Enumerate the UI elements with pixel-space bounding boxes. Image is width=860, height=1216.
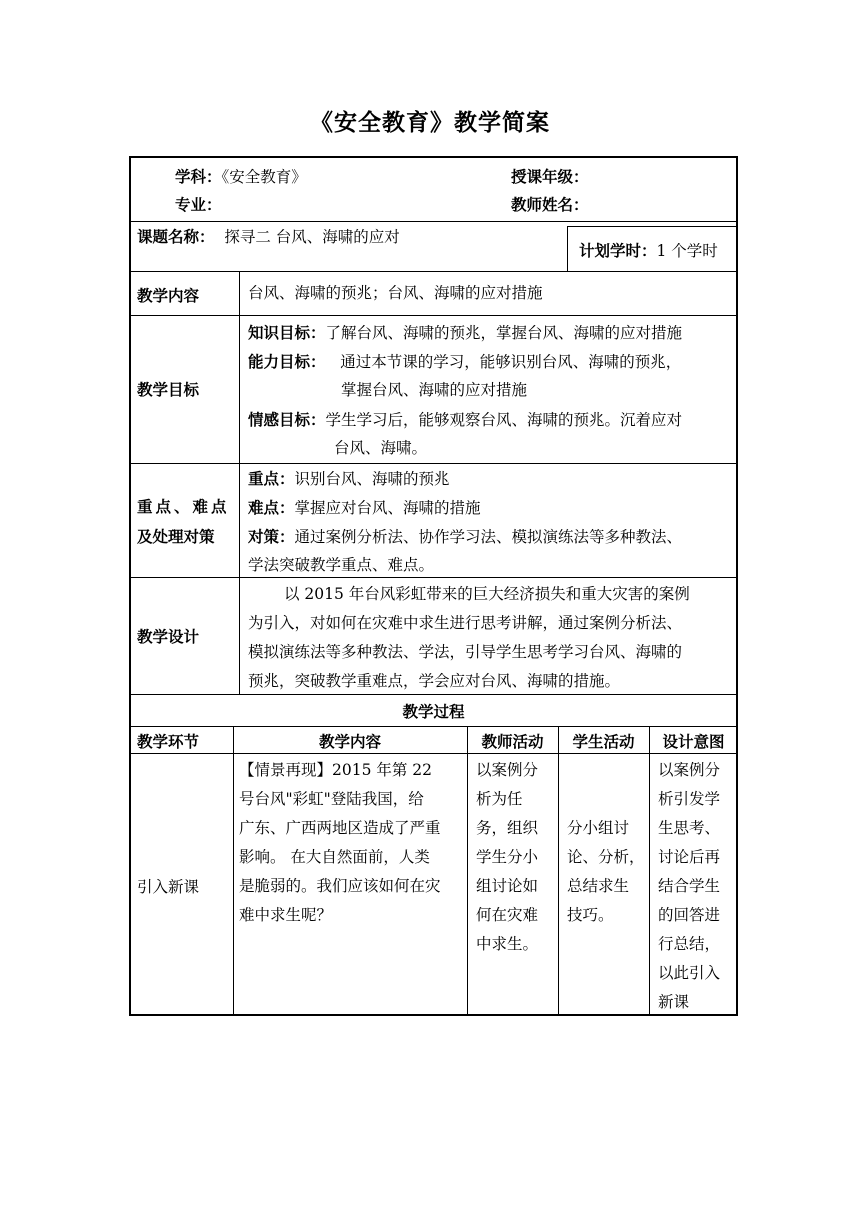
intent-line: 讨论后再 [658,848,721,866]
teacher-line: 何在灾难 [476,906,539,924]
col-header-content: 教学内容 [318,732,381,751]
strategy-line1: 通过案例分析法、协作学习法、模拟演练法等多种教法、 [294,528,683,546]
stage-cell: 引入新课 [137,878,200,896]
content-line: 是脆弱的。我们应该如何在灾 [239,877,441,895]
topic-label: 课题名称： [137,227,215,246]
difficult-label: 难点： [248,498,295,517]
knowledge-objective [248,318,682,348]
subject-field [175,162,307,192]
content-line: 影响。 在大自然面前，人类 [239,848,430,866]
teacher-line: 务，组织 [476,819,539,837]
subject-label: 学科： [175,167,222,186]
lesson-plan-table [129,156,738,1016]
intent-line: 的回答进 [658,906,721,924]
teacher-line: 组讨论如 [476,877,539,895]
hours-value: 1 个学时 [656,242,718,260]
teacher-line: 析为任 [476,790,523,808]
intent-line: 以此引入 [658,964,721,982]
intent-line: 行总结， [658,935,721,953]
row-divider [129,315,738,316]
col-header-intent: 设计意图 [662,732,725,751]
topic-field [137,222,400,252]
strategy [248,522,682,552]
intent-line: 结合学生 [658,877,721,895]
keypoints-label-line2: 及处理对策 [137,527,215,546]
difficult-point [248,493,481,523]
content-line: 难中求生呢？ [239,906,333,924]
design-line1: 以 2015 年台风彩虹带来的巨大经济损失和重大灾害的案例 [284,585,690,603]
topic-value: 探寻二 台风、海啸的应对 [224,228,400,246]
cell-border [567,226,738,227]
col-divider [239,271,240,694]
student-line: 分小组讨 [567,819,630,837]
difficult-value: 掌握应对台风、海啸的措施 [294,499,481,517]
emotion-label: 情感目标： [248,410,326,429]
emotion-line1: 学生学习后，能够观察台风、海啸的预兆。沉着应对 [325,411,683,429]
student-line: 技巧。 [567,906,614,924]
content-line: 号台风"彩虹"登陆我国，给 [239,790,424,808]
ability-label: 能力目标： [248,352,326,371]
intent-line: 新课 [658,993,690,1011]
key-point [248,464,450,494]
hours-label: 计划学时： [579,241,657,260]
col-header-student: 学生活动 [572,732,635,751]
teacher-line: 学生分小 [476,848,539,866]
ability-objective [248,347,681,377]
emotion-line2: 台风、海啸。 [334,439,428,457]
teacher-line: 中求生。 [476,935,539,953]
document-title: 《安全教育》教学简案 [310,109,550,136]
strategy-label: 对策： [248,527,295,546]
keypoints-label-line1: 重点、难点 [137,497,230,516]
strategy-line2: 学法突破教学重点、难点。 [248,556,435,574]
teacher-line: 以案例分 [476,761,539,779]
col-header-teacher: 教师活动 [481,732,544,751]
emotion-objective [248,405,682,435]
content-line: 广东、广西两地区造成了严重 [239,819,441,837]
col-divider [567,226,568,271]
col-divider [467,726,468,1016]
hours-field [579,236,718,266]
col-divider [233,726,234,1016]
content-line: 【情景再现】2015 年第 22 [239,761,433,779]
design-line3: 模拟演练法等多种教法、学法，引导学生思考学习台风、海啸的 [248,643,683,661]
knowledge-label: 知识目标： [248,323,326,342]
content-value: 台风、海啸的预兆；台风、海啸的应对措施 [248,284,543,302]
student-line: 论、分析， [567,848,645,866]
ability-line2: 掌握台风、海啸的应对措施 [341,381,528,399]
objectives-label: 教学目标 [137,380,200,399]
intent-line: 以案例分 [658,761,721,779]
intent-line: 生思考、 [658,819,721,837]
design-line2: 为引入，对如何在灾难中求生进行思考讲解，通过案例分析法、 [248,614,683,632]
knowledge-value: 了解台风、海啸的预兆，掌握台风、海啸的应对措施 [325,324,683,342]
process-title: 教学过程 [402,702,465,721]
col-divider [558,726,559,1016]
key-label: 重点： [248,469,295,488]
content-label: 教学内容 [137,286,200,305]
grade-label: 授课年级： [511,167,589,186]
col-header-stage: 教学环节 [137,732,200,751]
design-label: 教学设计 [137,627,200,646]
row-divider [129,271,738,272]
teacher-label: 教师姓名： [511,195,589,214]
intent-line: 析引发学 [658,790,721,808]
col-divider [649,726,650,1016]
key-value: 识别台风、海啸的预兆 [294,470,450,488]
ability-line1: 通过本节课的学习，能够识别台风、海啸的预兆， [340,353,682,371]
student-line: 总结求生 [567,877,630,895]
design-line4: 预兆，突破教学重难点，学会应对台风、海啸的措施。 [248,672,621,690]
major-label: 专业： [175,195,222,214]
subject-value: 《安全教育》 [221,168,307,186]
